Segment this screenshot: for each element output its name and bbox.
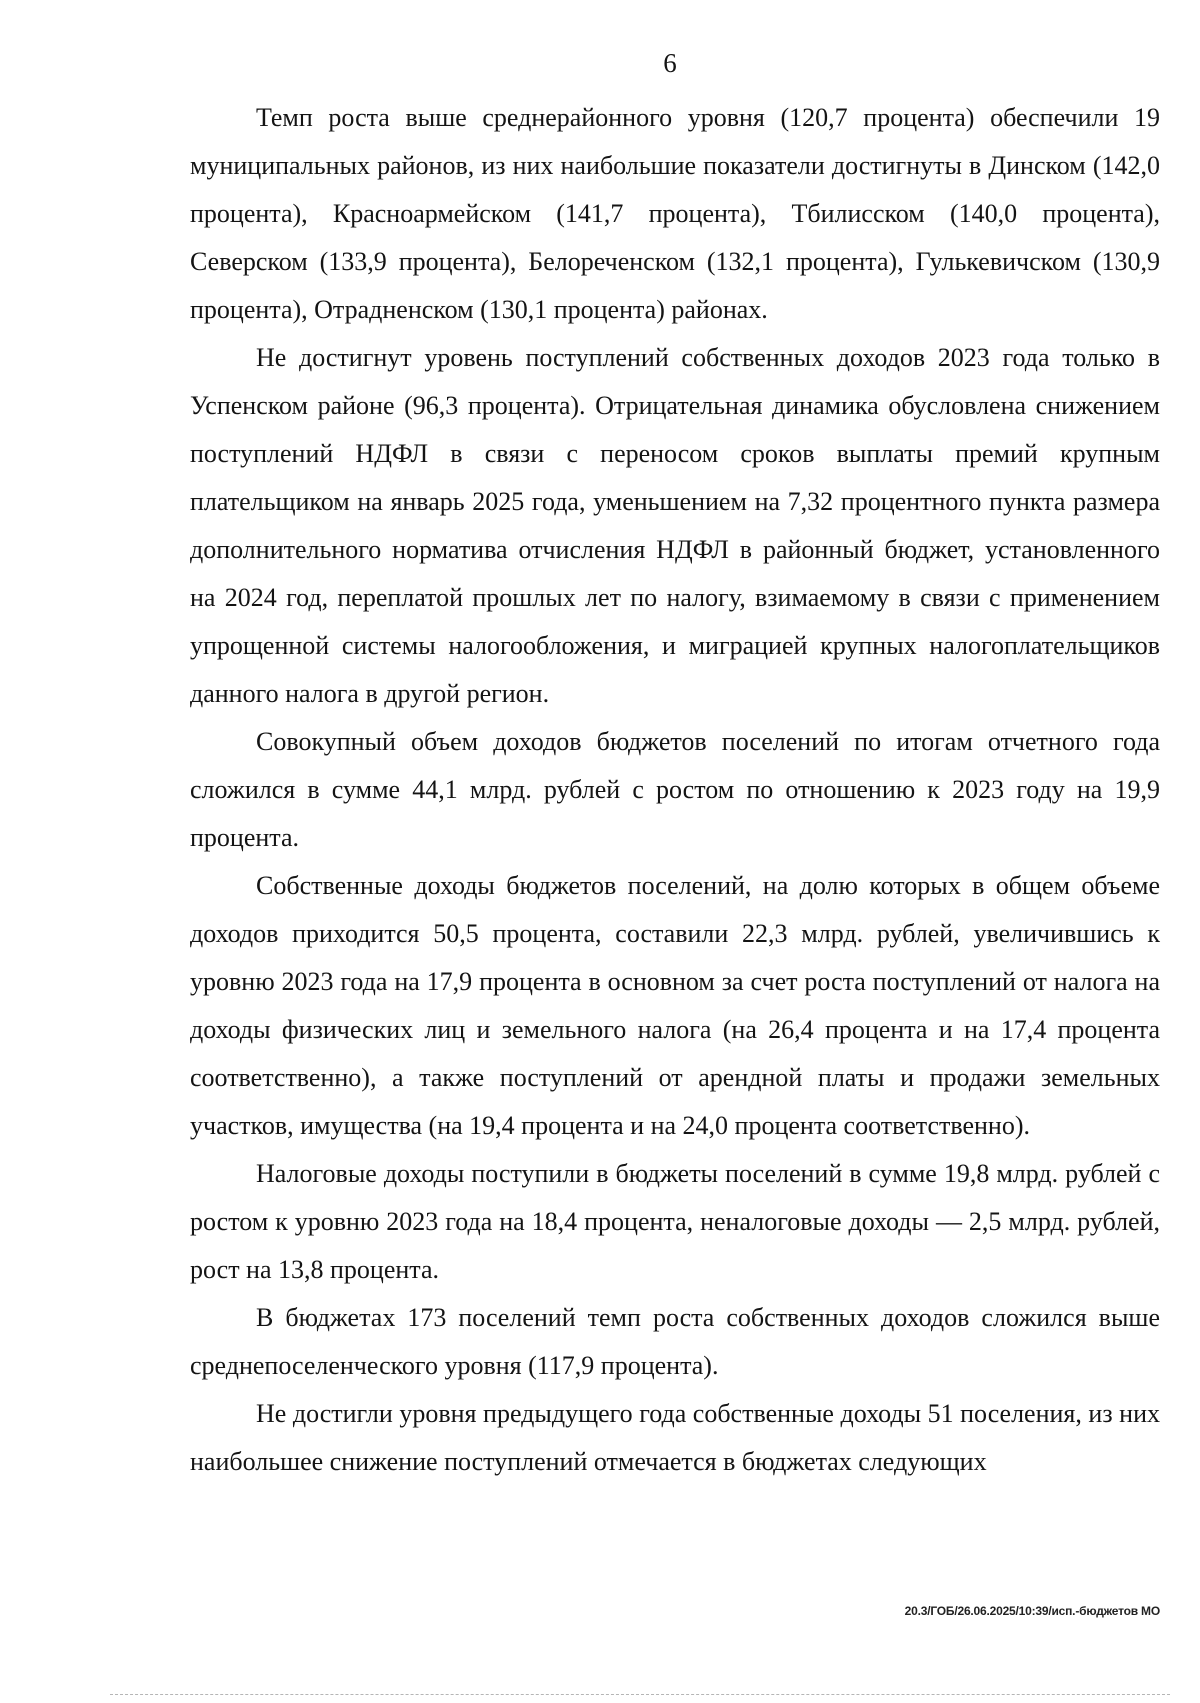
paragraph-3: Совокупный объем доходов бюджетов поселений по итогам отчетного года сложился в сумме 44,1 млрд. рублей с ростом по отношению к 2023 году на 19,9 процента.: [190, 727, 1160, 852]
page-number: 6: [663, 48, 677, 78]
paragraph-6: В бюджетах 173 поселений темп роста собственных доходов сложился выше среднепоселенческого уровня (117,9 процента).: [190, 1303, 1160, 1380]
scan-edge-line: [110, 1694, 1170, 1695]
paragraph-5: Налоговые доходы поступили в бюджеты поселений в сумме 19,8 млрд. рублей с ростом к уровню 2023 года на 18,4 процента, неналоговые доходы — 2,5 млрд. рублей, рост на 13,8 процента.: [190, 1159, 1160, 1284]
paragraph-7: Не достигли уровня предыдущего года собственные доходы 51 поселения, из них наибольшее снижение поступлений отмечается в бюджетах следующих: [190, 1399, 1160, 1476]
paragraph-4: Собственные доходы бюджетов поселений, на долю которых в общем объеме доходов приходится 50,5 процента, составили 22,3 млрд. рублей, увеличившись к уровню 2023 года на 17,9 процента в основном за счет роста поступлений от налога на доходы физических лиц и земельного налога (на 26,4 процента и на 17,4 процента соответственно), а также поступлений от арендной платы и продажи земельных участков, имущества (на 19,4 процента и на 24,0 процента соответственно).: [190, 871, 1160, 1140]
document-registration-code: 20.3/ГОБ/26.06.2025/10:39/исп.-бюджетов МО: [904, 1604, 1160, 1618]
paragraph-1: Темп роста выше среднерайонного уровня (120,7 процента) обеспечили 19 муниципальных районов, из них наибольшие показатели достигнуты в Динском (142,0 процента), Красноармейском (141,7 процента), Тбилисском (140,0 процента), Северском (133,9 процента), Белореченском (132,1 процента), Гулькевичском (130,9 процента), Отрадненском (130,1 процента) районах.: [190, 103, 1160, 324]
document-body: [190, 94, 1160, 1486]
paragraph-2: Не достигнут уровень поступлений собственных доходов 2023 года только в Успенском районе (96,3 процента). Отрицательная динамика обусловлена снижением поступлений НДФЛ в связи с переносом сроков выплаты премий крупным плательщиком на январь 2025 года, уменьшением на 7,32 процентного пункта размера дополнительного норматива отчисления НДФЛ в районный бюджет, установленного на 2024 год, переплатой прошлых лет по налогу, взимаемому в связи с применением упрощенной системы налогообложения, и миграцией крупных налогоплательщиков данного налога в другой регион.: [190, 343, 1160, 708]
